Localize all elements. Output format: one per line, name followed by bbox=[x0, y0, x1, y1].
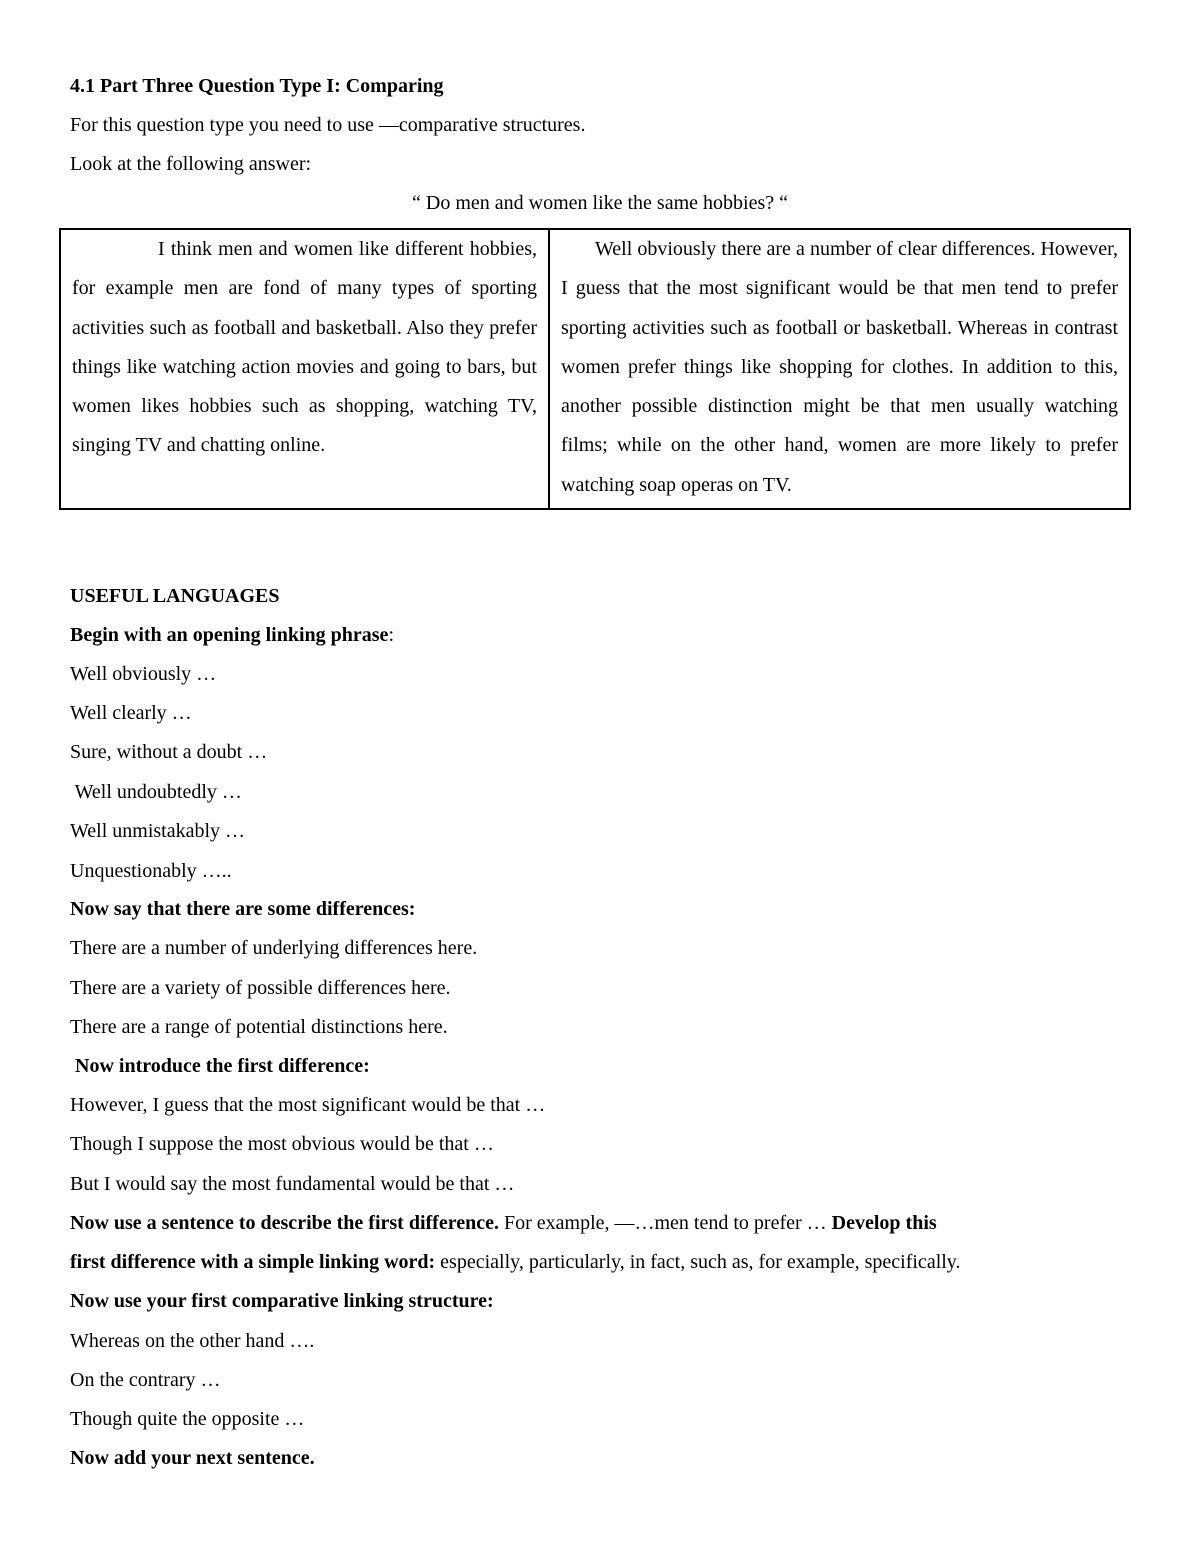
list-item: Well clearly … bbox=[70, 702, 192, 724]
list-item: Though quite the opposite … bbox=[70, 1408, 305, 1430]
list-item: There are a range of potential distinctions here. bbox=[70, 1016, 448, 1038]
answer-comparison-table bbox=[59, 228, 1131, 510]
list-item: There are a variety of possible differences here. bbox=[70, 977, 451, 999]
first-difference-label: Now introduce the first difference: bbox=[70, 1055, 370, 1077]
describe-instruction: Now use a sentence to describe the first difference. For example, —…men tend to prefer … Develop this bbox=[70, 1212, 937, 1234]
comparative-label: Now use your first comparative linking structure: bbox=[70, 1290, 494, 1312]
closing-instruction: Now add your next sentence. bbox=[70, 1447, 315, 1469]
useful-languages-heading: USEFUL LANGUAGES bbox=[70, 585, 280, 607]
list-item: There are a number of underlying differences here. bbox=[70, 937, 478, 959]
intro-line: For this question type you need to use —comparative structures. bbox=[70, 114, 586, 136]
improved-answer-cell: Well obviously there are a number of clear differences. However, I guess that the most significant would be that men tend to prefer sporting activities such as football or basketball. Whereas in contrast women prefer things like shopping for clothes. In addition to this, another possible distinction might be that men usually watching films; while on the other hand, women are more likely to prefer watching soap operas on TV. bbox=[549, 229, 1130, 509]
basic-answer-cell: I think men and women like different hobbies, for example men are fond of many types of sporting activities such as football and basketball. Also they prefer things like watching action movies and going to bars, but women likes hobbies such as shopping, watching TV, singing TV and chatting online. bbox=[60, 229, 549, 509]
list-item: However, I guess that the most significant would be that … bbox=[70, 1094, 546, 1116]
list-item: Well unmistakably … bbox=[70, 820, 246, 842]
list-item: Though I suppose the most obvious would be that … bbox=[70, 1133, 494, 1155]
intro-line: Look at the following answer: bbox=[70, 153, 312, 175]
list-item: Well undoubtedly … bbox=[70, 781, 242, 803]
develop-instruction: first difference with a simple linking word: especially, particularly, in fact, such as, for example, specifically. bbox=[70, 1251, 961, 1273]
list-item: Sure, without a doubt … bbox=[70, 741, 268, 763]
question-prompt: “ Do men and women like the same hobbies? “ bbox=[412, 192, 788, 214]
list-item: But I would say the most fundamental would be that … bbox=[70, 1173, 515, 1195]
section-heading: 4.1 Part Three Question Type I: Comparing bbox=[70, 75, 444, 97]
differences-label: Now say that there are some differences: bbox=[70, 898, 416, 920]
list-item: Whereas on the other hand …. bbox=[70, 1330, 315, 1352]
list-item: On the contrary … bbox=[70, 1369, 221, 1391]
opening-phrase-label: Begin with an opening linking phrase: bbox=[70, 624, 394, 646]
list-item: Unquestionably ….. bbox=[70, 860, 232, 882]
list-item: Well obviously … bbox=[70, 663, 217, 685]
